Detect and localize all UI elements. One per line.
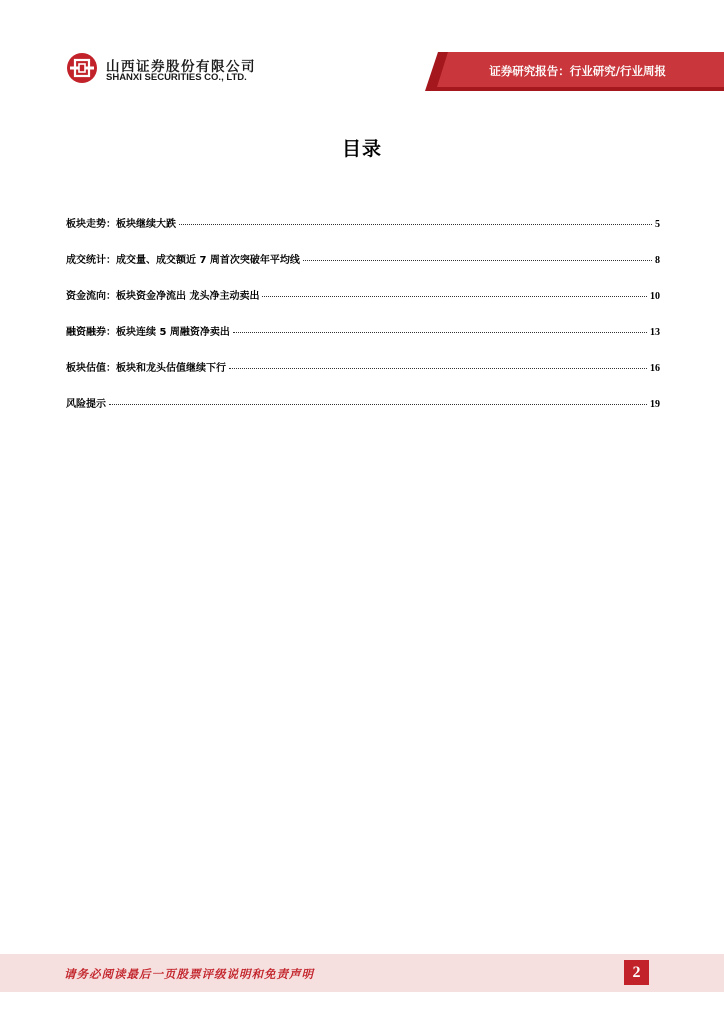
toc-leader-dots xyxy=(179,224,652,225)
toc-leader-dots xyxy=(233,332,647,333)
toc-entry-label: 板块走势：板块继续大跌 xyxy=(66,219,176,230)
toc-entry[interactable] xyxy=(66,215,660,251)
toc-leader-dots xyxy=(109,404,647,405)
toc-entry[interactable] xyxy=(66,251,660,287)
table-of-contents xyxy=(66,215,660,431)
toc-entry-page: 5 xyxy=(655,219,660,230)
toc-entry[interactable] xyxy=(66,287,660,323)
toc-entry-page: 16 xyxy=(650,363,660,374)
toc-entry-page: 13 xyxy=(650,327,660,338)
toc-leader-dots xyxy=(229,368,647,369)
toc-entry-label: 资金流向：板块资金净流出 龙头净主动卖出 xyxy=(66,291,260,302)
disclaimer-notice: 请务必阅读最后一页股票评级说明和免责声明 xyxy=(64,967,314,981)
company-name-en: SHANXI SECURITIES CO., LTD. xyxy=(106,72,247,83)
toc-entry-page: 10 xyxy=(650,291,660,302)
toc-leader-dots xyxy=(262,296,647,297)
page-header xyxy=(0,0,724,100)
toc-entry-label: 风险提示 xyxy=(66,399,106,410)
page-footer xyxy=(0,954,724,992)
toc-entry-label: 成交统计：成交量、成交额近 7 周首次突破年平均线 xyxy=(66,255,300,266)
company-name-cn: 山西证券股份有限公司 xyxy=(106,59,256,75)
page-title: 目录 xyxy=(341,138,382,160)
report-type-label: 证券研究报告：行业研究/行业周报 xyxy=(489,64,666,78)
toc-entry[interactable] xyxy=(66,323,660,359)
toc-entry[interactable] xyxy=(66,395,660,431)
toc-entry-page: 8 xyxy=(655,255,660,266)
header-banner xyxy=(0,0,724,100)
toc-entry-label: 融资融券：板块连续 5 周融资净卖出 xyxy=(66,327,230,338)
toc-leader-dots xyxy=(303,260,652,261)
toc-entry-label: 板块估值：板块和龙头估值继续下行 xyxy=(66,363,226,374)
page-number-badge: 2 xyxy=(624,960,649,985)
toc-entry[interactable] xyxy=(66,359,660,395)
toc-entry-page: 19 xyxy=(650,399,660,410)
shanxi-securities-logo-icon xyxy=(66,52,98,84)
